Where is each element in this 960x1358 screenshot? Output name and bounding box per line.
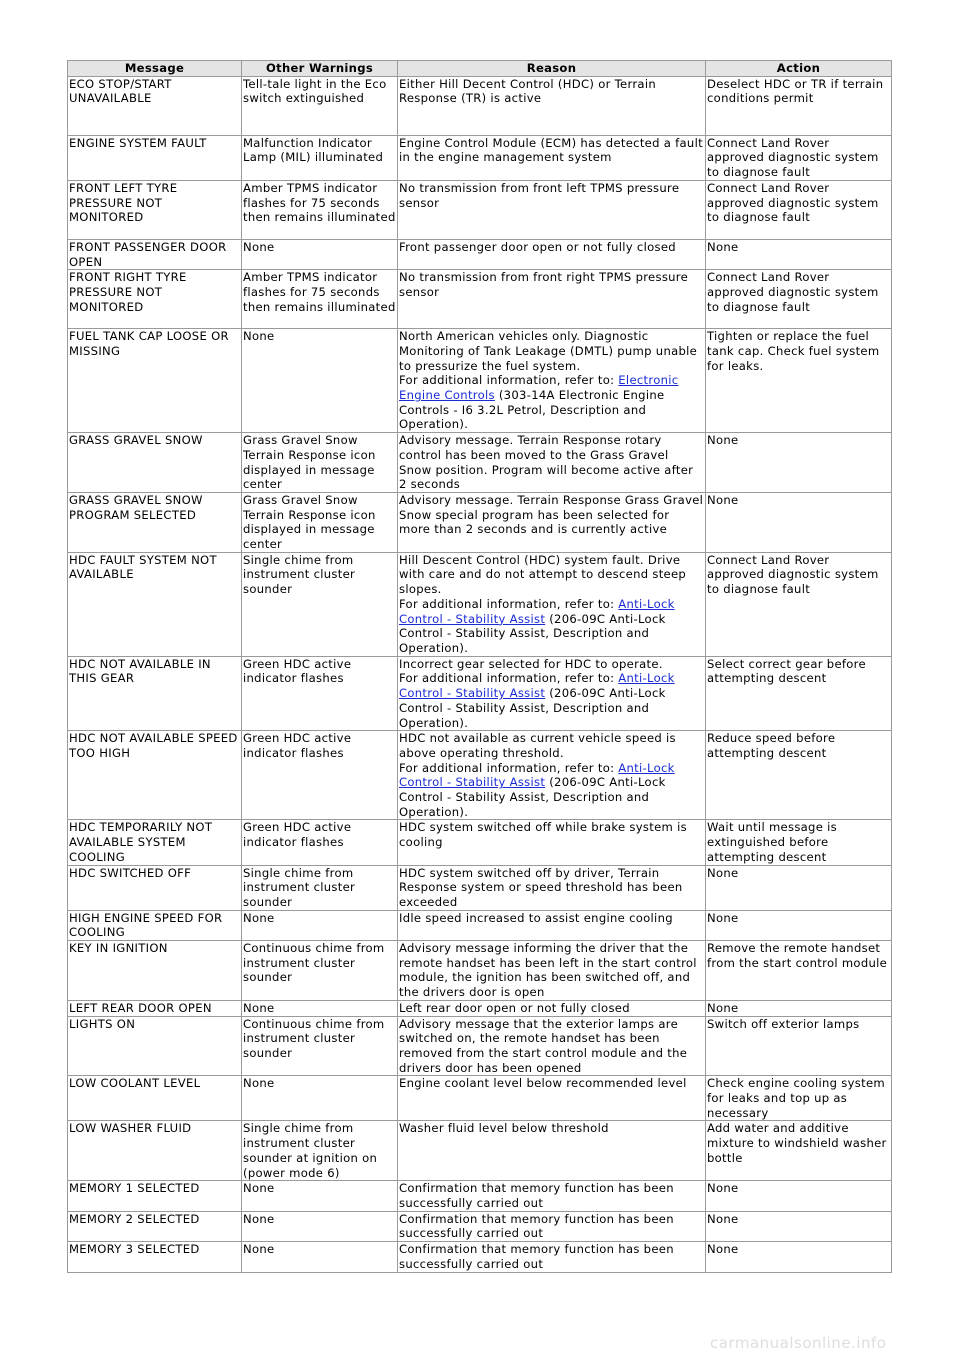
message-cell: KEY IN IGNITION — [68, 941, 242, 1001]
other-warnings-cell: Continuous chime from instrument cluster sounder — [242, 941, 398, 1001]
table-row — [68, 1000, 892, 1016]
reason-cell — [398, 329, 706, 433]
other-warnings-cell: None — [242, 329, 398, 433]
reason-text: Washer fluid level below threshold — [399, 1121, 609, 1136]
message-cell: MEMORY 3 SELECTED — [68, 1242, 242, 1272]
warning-messages-table — [67, 60, 892, 1273]
action-cell: None — [706, 239, 892, 269]
other-warnings-cell: None — [242, 1181, 398, 1211]
table-row — [68, 910, 892, 940]
reference-link[interactable]: Anti-Lock Control - Stability Assist — [399, 596, 675, 626]
reason-cell — [398, 492, 706, 552]
reference-description: (206-09C Anti-Lock Control - Stability Assist, Description and Operation). — [399, 611, 666, 655]
other-warnings-cell: Amber TPMS indicator flashes for 75 seconds then remains illuminated — [242, 180, 398, 239]
table-row — [68, 329, 892, 433]
action-cell: Connect Land Rover approved diagnostic system to diagnose fault — [706, 135, 892, 180]
reason-text: Hill Descent Control (HDC) system fault. Drive with care and do not attempt to descend steep slopes. — [399, 552, 687, 597]
table-row — [68, 76, 892, 135]
message-cell: FRONT PASSENGER DOOR OPEN — [68, 239, 242, 269]
action-cell: Add water and additive mixture to windshield washer bottle — [706, 1121, 892, 1181]
reason-text: Advisory message. Terrain Response rotary control has been moved to the Grass Gravel Snow position. Program will become active after 2 seconds — [399, 433, 694, 492]
message-cell: LEFT REAR DOOR OPEN — [68, 1000, 242, 1016]
reason-cell — [398, 820, 706, 865]
table-row — [68, 1181, 892, 1211]
action-cell: Select correct gear before attempting descent — [706, 656, 892, 731]
other-warnings-cell: Tell-tale light in the Eco switch extinguished — [242, 76, 398, 135]
reason-cell — [398, 552, 706, 656]
table-row — [68, 239, 892, 269]
table-row — [68, 731, 892, 820]
other-warnings-cell: None — [242, 1242, 398, 1272]
reason-text: No transmission from front right TPMS pressure sensor — [399, 270, 689, 299]
reason-cell — [398, 270, 706, 329]
reason-text: Confirmation that memory function has been successfully carried out — [399, 1181, 674, 1210]
action-cell: Tighten or replace the fuel tank cap. Check fuel system for leaks. — [706, 329, 892, 433]
message-cell: LOW COOLANT LEVEL — [68, 1076, 242, 1121]
message-cell: FRONT LEFT TYRE PRESSURE NOT MONITORED — [68, 180, 242, 239]
other-warnings-cell: Single chime from instrument cluster sounder at ignition on (power mode 6) — [242, 1121, 398, 1181]
action-cell: None — [706, 1242, 892, 1272]
message-cell: FRONT RIGHT TYRE PRESSURE NOT MONITORED — [68, 270, 242, 329]
other-warnings-cell: Single chime from instrument cluster sounder — [242, 552, 398, 656]
reason-text: Engine Control Module (ECM) has detected a fault in the engine management system — [399, 135, 703, 165]
reason-cell — [398, 135, 706, 180]
reason-text: For additional information, refer to: — [399, 596, 619, 611]
reason-text: Left rear door open or not fully closed — [399, 1000, 630, 1015]
table-row — [68, 552, 892, 656]
action-cell: None — [706, 433, 892, 493]
action-cell: Connect Land Rover approved diagnostic system to diagnose fault — [706, 270, 892, 329]
action-cell: Wait until message is extinguished before attempting descent — [706, 820, 892, 865]
reference-link[interactable]: Anti-Lock Control - Stability Assist — [399, 760, 675, 790]
table-row — [68, 1016, 892, 1076]
header-action: Action — [706, 61, 892, 77]
action-cell: None — [706, 1000, 892, 1016]
reference-link[interactable]: Anti-Lock Control - Stability Assist — [399, 671, 675, 701]
reason-text: HDC not available as current vehicle speed is above operating threshold. — [399, 731, 676, 760]
message-cell: HIGH ENGINE SPEED FOR COOLING — [68, 910, 242, 940]
other-warnings-cell: Malfunction Indicator Lamp (MIL) illuminated — [242, 135, 398, 180]
reason-cell — [398, 76, 706, 135]
table-row — [68, 1242, 892, 1272]
header-other-warnings: Other Warnings — [242, 61, 398, 77]
table-row — [68, 1211, 892, 1241]
header-message: Message — [68, 61, 242, 77]
message-cell: HDC SWITCHED OFF — [68, 865, 242, 910]
reason-cell — [398, 239, 706, 269]
reference-description: (303-14A Electronic Engine Controls - I6 3.2L Petrol, Description and Operation). — [399, 388, 665, 432]
message-cell: GRASS GRAVEL SNOW — [68, 433, 242, 493]
other-warnings-cell: Grass Gravel Snow Terrain Response icon displayed in message center — [242, 492, 398, 552]
reason-text: Front passenger door open or not fully closed — [399, 239, 676, 254]
table-row — [68, 270, 892, 329]
reason-text: Advisory message. Terrain Response Grass Gravel Snow special program has been selected for more than 2 seconds and is currently active — [399, 492, 704, 537]
message-cell: MEMORY 2 SELECTED — [68, 1211, 242, 1241]
other-warnings-cell: Green HDC active indicator flashes — [242, 731, 398, 820]
reason-text: Idle speed increased to assist engine cooling — [399, 910, 673, 925]
reason-text: No transmission from front left TPMS pressure sensor — [399, 180, 680, 210]
reason-text: For additional information, refer to: — [399, 760, 619, 775]
reason-text: Incorrect gear selected for HDC to operate. — [399, 656, 663, 671]
message-cell: LIGHTS ON — [68, 1016, 242, 1076]
reason-text: For additional information, refer to: — [399, 671, 619, 686]
reason-text: Advisory message informing the driver that the remote handset has been left in the start control module, the ignition has been switched off, and the drivers door is open — [399, 941, 697, 1000]
other-warnings-cell: None — [242, 1211, 398, 1241]
reason-cell — [398, 1211, 706, 1241]
message-cell: FUEL TANK CAP LOOSE OR MISSING — [68, 329, 242, 433]
header-reason: Reason — [398, 61, 706, 77]
reason-cell — [398, 941, 706, 1001]
action-cell: None — [706, 1211, 892, 1241]
other-warnings-cell: Single chime from instrument cluster sounder — [242, 865, 398, 910]
reason-cell — [398, 1242, 706, 1272]
message-cell: ENGINE SYSTEM FAULT — [68, 135, 242, 180]
message-cell: HDC FAULT SYSTEM NOT AVAILABLE — [68, 552, 242, 656]
message-cell: HDC NOT AVAILABLE IN THIS GEAR — [68, 656, 242, 731]
action-cell: Remove the remote handset from the start control module — [706, 941, 892, 1001]
table-row — [68, 941, 892, 1001]
other-warnings-cell: Green HDC active indicator flashes — [242, 656, 398, 731]
reason-cell — [398, 1000, 706, 1016]
reason-text: For additional information, refer to: — [399, 373, 619, 388]
other-warnings-cell: Grass Gravel Snow Terrain Response icon displayed in message center — [242, 433, 398, 493]
reason-text: North American vehicles only. Diagnostic Monitoring of Tank Leakage (DMTL) pump unable to pressurize the fuel system. — [399, 329, 698, 373]
reason-cell — [398, 180, 706, 239]
other-warnings-cell: Green HDC active indicator flashes — [242, 820, 398, 865]
table-row — [68, 656, 892, 731]
message-cell: ECO STOP/START UNAVAILABLE — [68, 76, 242, 135]
other-warnings-cell: None — [242, 910, 398, 940]
reason-cell — [398, 433, 706, 493]
action-cell: None — [706, 1181, 892, 1211]
reason-cell — [398, 1016, 706, 1076]
reason-cell — [398, 731, 706, 820]
reason-text: Advisory message that the exterior lamps are switched on, the remote handset has been removed from the start control module and the drivers door has been opened — [399, 1016, 688, 1075]
table-row — [68, 1121, 892, 1181]
action-cell: None — [706, 492, 892, 552]
reason-text: Either Hill Decent Control (HDC) or Terrain Response (TR) is active — [399, 76, 656, 106]
reason-text: HDC system switched off by driver, Terrain Response system or speed threshold has been exceeded — [399, 865, 683, 909]
table-row — [68, 492, 892, 552]
action-cell: Switch off exterior lamps — [706, 1016, 892, 1076]
reference-link[interactable]: Electronic Engine Controls — [399, 373, 679, 403]
other-warnings-cell: None — [242, 1000, 398, 1016]
message-cell: GRASS GRAVEL SNOW PROGRAM SELECTED — [68, 492, 242, 552]
table-body — [68, 76, 892, 1272]
action-cell: Check engine cooling system for leaks and top up as necessary — [706, 1076, 892, 1121]
reason-cell — [398, 910, 706, 940]
message-cell: HDC NOT AVAILABLE SPEED TOO HIGH — [68, 731, 242, 820]
other-warnings-cell: None — [242, 239, 398, 269]
reference-description: (206-09C Anti-Lock Control - Stability Assist, Description and Operation). — [399, 686, 666, 730]
table-row — [68, 180, 892, 239]
action-cell: Reduce speed before attempting descent — [706, 731, 892, 820]
action-cell: None — [706, 910, 892, 940]
other-warnings-cell: None — [242, 1076, 398, 1121]
reason-text: Confirmation that memory function has been successfully carried out — [399, 1211, 674, 1241]
table-row — [68, 865, 892, 910]
reason-cell — [398, 1076, 706, 1121]
action-cell: None — [706, 865, 892, 910]
message-cell: LOW WASHER FLUID — [68, 1121, 242, 1181]
reason-cell — [398, 1121, 706, 1181]
reason-text: HDC system switched off while brake system is cooling — [399, 820, 687, 850]
reference-description: (206-09C Anti-Lock Control - Stability Assist, Description and Operation). — [399, 775, 666, 819]
reason-text: Confirmation that memory function has been successfully carried out — [399, 1242, 674, 1271]
table-header-row — [68, 61, 892, 77]
action-cell: Connect Land Rover approved diagnostic system to diagnose fault — [706, 552, 892, 656]
action-cell: Deselect HDC or TR if terrain conditions permit — [706, 76, 892, 135]
message-cell: HDC TEMPORARILY NOT AVAILABLE SYSTEM COOLING — [68, 820, 242, 865]
table-row — [68, 820, 892, 865]
table-row — [68, 135, 892, 180]
action-cell: Connect Land Rover approved diagnostic system to diagnose fault — [706, 180, 892, 239]
other-warnings-cell: Continuous chime from instrument cluster sounder — [242, 1016, 398, 1076]
message-cell: MEMORY 1 SELECTED — [68, 1181, 242, 1211]
reason-cell — [398, 1181, 706, 1211]
other-warnings-cell: Amber TPMS indicator flashes for 75 seconds then remains illuminated — [242, 270, 398, 329]
reason-cell — [398, 865, 706, 910]
reason-text: Engine coolant level below recommended level — [399, 1076, 687, 1091]
reason-cell — [398, 656, 706, 731]
watermark: carmanualsonline.info — [710, 1334, 887, 1352]
table-row — [68, 433, 892, 493]
table-row — [68, 1076, 892, 1121]
